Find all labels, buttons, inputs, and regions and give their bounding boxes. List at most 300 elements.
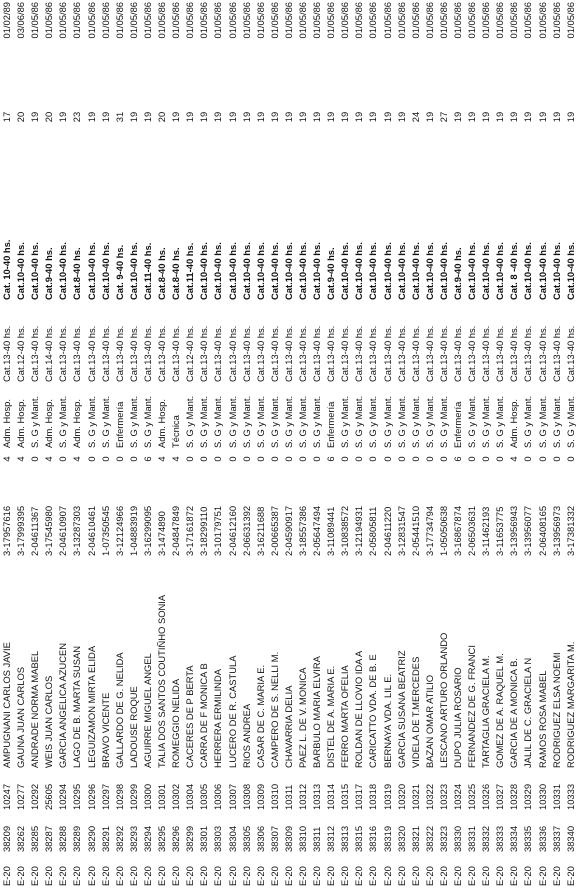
date-cell: 01/05/86	[254, 2, 266, 39]
group-cell: 0	[268, 456, 280, 462]
code-cell: E-20	[564, 866, 576, 886]
category-current-cell: Cat.10-40 hs.	[564, 242, 576, 300]
legajo-cell: 38304	[226, 825, 238, 852]
date-cell: 01/05/86	[353, 2, 365, 39]
service-cell: S. G y Mant.	[395, 395, 407, 448]
document-cell: 3-11089441	[325, 506, 337, 556]
document-cell: 1-05050638	[437, 505, 449, 556]
code-cell: E-20	[395, 866, 407, 886]
code-cell: E-20	[367, 866, 379, 886]
table-row	[395, 2, 409, 886]
level-cell: 19	[381, 111, 393, 123]
date-cell: 01/05/86	[536, 2, 548, 39]
level-cell: 19	[212, 111, 224, 123]
document-cell: 3-1474890	[156, 511, 168, 556]
file-number-cell: 25605	[43, 783, 55, 810]
legajo-cell: 38289	[71, 825, 83, 852]
name-cell: VIDELA DE T.MERCEDES	[409, 656, 421, 768]
legajo-cell: 38287	[43, 825, 55, 852]
date-cell: 01/05/86	[494, 2, 506, 39]
legajo-cell: 38305	[240, 825, 252, 852]
category-current-cell: Cat.10-40 hs.	[85, 242, 97, 300]
file-number-cell: 10317	[353, 783, 365, 810]
table-row	[550, 2, 564, 886]
category-current-cell: Cat.8-40 hs.	[156, 247, 168, 300]
service-cell: Adm. Hosp.	[156, 399, 168, 448]
name-cell: GARCIA ANGELICA AZUCEN	[57, 642, 69, 768]
table-row	[409, 2, 423, 886]
category-previous-cell: Cat.13-40 hs.	[466, 325, 478, 382]
level-cell: 31	[113, 111, 125, 123]
service-cell: S. G y Mant.	[480, 395, 492, 448]
name-cell: GOMEZ DE A. RAQUEL M.	[494, 653, 506, 768]
code-cell: E-20	[127, 866, 139, 886]
category-previous-cell: Cat.13-40 hs.	[508, 325, 520, 382]
table-row	[381, 2, 395, 886]
level-cell: 19	[99, 111, 111, 123]
category-current-cell: Cat.10-40 hs.	[99, 242, 111, 300]
document-cell: 2-04610461	[85, 505, 97, 556]
category-previous-cell: Cat.13-40 hs.	[226, 325, 238, 382]
date-cell: 01/05/86	[184, 2, 196, 39]
file-number-cell: 10299	[127, 783, 139, 810]
code-cell: E-20	[113, 866, 125, 886]
group-cell: 0	[494, 456, 506, 462]
date-cell: 01/05/86	[452, 2, 463, 39]
table-row	[268, 2, 282, 886]
date-cell: 01/05/86	[522, 2, 534, 39]
group-cell: 0	[367, 456, 379, 462]
group-cell: 0	[240, 456, 252, 462]
table-row	[536, 2, 550, 886]
code-cell: E-20	[15, 866, 27, 886]
date-cell: 01/05/86	[367, 2, 379, 39]
category-previous-cell: Cat.12-40 hs.	[15, 325, 27, 382]
level-cell: 19	[452, 111, 463, 123]
level-cell: 19	[226, 111, 238, 123]
service-cell: S. G y Mant.	[226, 395, 238, 448]
date-cell: 01/05/86	[381, 2, 393, 39]
code-cell: E-20	[226, 866, 238, 886]
file-number-cell: 10300	[141, 783, 153, 810]
document-cell: 3-12194931	[353, 505, 365, 556]
code-cell: E-20	[494, 866, 506, 886]
name-cell: GALLARDO DE G. NELIDA	[113, 652, 125, 768]
group-cell: 4	[43, 456, 55, 462]
service-cell: S. G y Mant.	[254, 395, 266, 448]
date-cell: 01/05/86	[480, 2, 492, 39]
name-cell: CAMPERO DE S. NELLI M.	[268, 651, 280, 768]
legajo-cell: 38293	[127, 825, 139, 852]
document-cell: 1-04883919	[127, 505, 139, 556]
date-cell: 01/05/86	[170, 2, 182, 39]
table-row	[479, 2, 493, 886]
document-cell: 3-13956943	[508, 505, 520, 556]
date-cell: 01/05/86	[508, 2, 520, 39]
code-cell: E-20	[141, 866, 153, 886]
level-cell: 19	[254, 111, 266, 123]
name-cell: JALIL DE C. GRACIELA N	[522, 657, 534, 768]
category-previous-cell: Cat.13-40 hs.	[522, 325, 534, 382]
group-cell: 0	[437, 456, 449, 462]
legajo-cell: 38307	[268, 825, 280, 852]
name-cell: TARTAGLIA GRACIELA M.	[480, 655, 492, 768]
file-number-cell: 10302	[170, 783, 182, 810]
legajo-cell: 38340	[564, 825, 576, 852]
table-row	[14, 2, 28, 886]
file-number-cell: 10319	[381, 783, 393, 810]
document-cell: 3-13956973	[550, 505, 562, 556]
category-previous-cell: Cat.13-40 hs.	[452, 325, 463, 382]
category-previous-cell: Cat.13-40 hs.	[85, 325, 97, 382]
legajo-cell: 38262	[15, 825, 27, 852]
table-row	[366, 2, 380, 886]
category-previous-cell: Cat.13-40 hs.	[480, 325, 492, 382]
service-cell: Adm. Hosp.	[15, 399, 27, 448]
table-row	[113, 2, 127, 886]
service-cell: S. G y Mant.	[127, 395, 139, 448]
level-cell: 19	[282, 111, 294, 123]
code-cell: E-20	[184, 866, 196, 886]
category-previous-cell: Cat.13-40 hs.	[240, 325, 252, 382]
file-number-cell: 10307	[226, 783, 238, 810]
legajo-cell: 38299	[184, 825, 196, 852]
code-cell: E-20	[466, 866, 478, 886]
date-cell: 01/05/86	[339, 2, 351, 39]
table-row	[42, 2, 56, 886]
service-cell: Enfermería	[452, 401, 463, 448]
group-cell: 0	[409, 456, 421, 462]
file-number-cell: 10301	[156, 783, 168, 810]
file-number-cell: 10306	[212, 783, 224, 810]
category-previous-cell: Cat.13-40 hs.	[409, 325, 421, 382]
code-cell: E-20	[212, 866, 224, 886]
legajo-cell: 38301	[198, 825, 210, 852]
document-cell: 3-17734794	[423, 505, 435, 556]
category-current-cell: Cat.11-40 hs.	[184, 242, 196, 300]
file-number-cell: 10330	[536, 783, 548, 810]
date-cell: 01/05/86	[240, 2, 252, 39]
category-current-cell: Cat.9-40 hs.	[452, 247, 463, 300]
category-current-cell: Cat.8-40 hs.	[170, 247, 182, 300]
name-cell: HERRERA ERMILINDA	[212, 669, 224, 768]
code-cell: E-20	[508, 866, 520, 886]
level-cell: 27	[437, 111, 449, 123]
document-cell: 3-10179751	[212, 505, 224, 556]
category-previous-cell: Cat.13-40 hs.	[395, 325, 407, 382]
name-cell: LEGUIZAMON MIRTA ELIDA	[85, 645, 97, 768]
document-cell: 1-07350545	[99, 505, 111, 556]
service-cell: S. G y Mant.	[311, 395, 323, 448]
table-row	[423, 2, 437, 886]
service-cell: S. G y Mant.	[564, 395, 576, 448]
code-cell: E-20	[437, 866, 449, 886]
group-cell: 0	[184, 456, 196, 462]
category-previous-cell: Cat.13-40 hs.	[113, 325, 125, 382]
file-number-cell: 10323	[437, 783, 449, 810]
group-cell: 0	[381, 456, 393, 462]
code-cell: E-20	[85, 866, 97, 886]
legajo-cell: 38288	[57, 825, 69, 852]
category-previous-cell: Cat.13-40 hs.	[367, 325, 379, 382]
code-cell: E-20	[550, 866, 562, 886]
service-cell: S. G y Mant.	[339, 395, 351, 448]
date-cell: 01/05/86	[99, 2, 111, 39]
file-number-cell: 10327	[494, 783, 506, 810]
level-cell: 19	[296, 111, 308, 123]
group-cell: 4	[156, 456, 168, 462]
legajo-cell: 38313	[339, 825, 351, 852]
legajo-cell: 38296	[170, 825, 182, 852]
file-number-cell: 10312	[296, 783, 308, 810]
date-cell: 01/05/86	[268, 2, 280, 39]
category-current-cell: Cat.10-40 hs.	[198, 242, 210, 300]
document-cell: 2-04590917	[282, 505, 294, 556]
date-cell: 01/05/86	[43, 2, 55, 39]
level-cell: 19	[240, 111, 252, 123]
level-cell: 19	[564, 111, 576, 123]
name-cell: CARICATTO VDA. DE B. E	[367, 654, 379, 768]
category-current-cell: Cat.9-40 hs.	[43, 247, 55, 300]
date-cell: 01/05/86	[85, 2, 97, 39]
category-current-cell: Cat.10-40 hs.	[550, 242, 562, 300]
table-row	[437, 2, 451, 886]
date-cell: 01/05/86	[325, 2, 337, 39]
group-cell: 0	[127, 456, 139, 462]
category-previous-cell: Cat.13-40 hs.	[254, 325, 266, 382]
level-cell: 19	[494, 111, 506, 123]
category-current-cell: Cat.10-40 hs.	[212, 242, 224, 300]
document-cell: 3-11653775	[494, 506, 506, 556]
table-body	[0, 2, 578, 886]
category-current-cell: Cat.10-40 hs.	[296, 242, 308, 300]
category-current-cell: Cat.10-40 hs.	[536, 242, 548, 300]
category-current-cell: Cat.10-40 hs.	[339, 242, 351, 300]
table-row	[226, 2, 240, 886]
category-previous-cell: Cat.13-40 hs.	[550, 325, 562, 382]
category-current-cell: Cat. 9-40 hs.	[113, 244, 125, 300]
document-cell: 2-04610907	[57, 505, 69, 556]
group-cell: 0	[85, 456, 97, 462]
service-cell: S. G y Mant.	[522, 395, 534, 448]
service-cell: S. G y Mant.	[550, 395, 562, 448]
category-current-cell: Cat.10-40 hs.	[480, 242, 492, 300]
table-row	[507, 2, 521, 886]
document-cell: 3-17545980	[43, 505, 55, 556]
group-cell: 6	[452, 456, 463, 462]
file-number-cell: 10309	[254, 783, 266, 810]
code-cell: E-20	[353, 866, 365, 886]
service-cell: S. G y Mant.	[141, 395, 153, 448]
date-cell: 01/02/89	[1, 2, 12, 39]
name-cell: ANDRADE NORMA MABEL	[29, 650, 41, 768]
service-cell: S. G y Mant.	[296, 395, 308, 448]
file-number-cell: 10310	[268, 783, 280, 810]
code-cell: E-20	[99, 866, 111, 886]
level-cell: 19	[423, 111, 435, 123]
date-cell: 01/05/86	[71, 2, 83, 39]
table-row	[56, 2, 70, 886]
table-row	[521, 2, 535, 886]
table-row	[169, 2, 183, 886]
service-cell: S. G y Mant.	[536, 395, 548, 448]
date-cell: 01/05/86	[296, 2, 308, 39]
date-cell: 01/05/86	[437, 2, 449, 39]
category-current-cell: Cat.10-40 hs.	[240, 242, 252, 300]
code-cell: E-20	[296, 866, 308, 886]
legajo-cell: 38285	[29, 825, 41, 852]
name-cell: GARCIA DE A MONICA B.	[508, 658, 520, 768]
document-cell: 3-13956077	[522, 505, 534, 556]
group-cell: 0	[395, 456, 407, 462]
legajo-cell: 38315	[353, 825, 365, 852]
category-current-cell: Cat.10-40 hs.	[466, 242, 478, 300]
group-cell: 6	[325, 456, 337, 462]
category-current-cell: Cat.10-40 hs.	[226, 242, 238, 300]
code-cell: E-20	[325, 866, 337, 886]
group-cell: 0	[254, 456, 266, 462]
code-cell: E-20	[311, 866, 323, 886]
service-cell: Adm. Hosp.	[508, 399, 520, 448]
category-previous-cell: Cat.13-40 hs.	[1, 325, 12, 382]
document-cell: 3-18557386	[296, 505, 308, 556]
code-cell: E-20	[536, 866, 548, 886]
level-cell: 19	[198, 111, 210, 123]
document-cell: 3-12124966	[113, 505, 125, 556]
service-cell: S. G y Mant.	[240, 395, 252, 448]
file-number-cell: 10329	[522, 783, 534, 810]
group-cell: 0	[296, 456, 308, 462]
legajo-cell: 38310	[296, 825, 308, 852]
legajo-cell: 38316	[367, 825, 379, 852]
category-previous-cell: Cat.13-40 hs.	[296, 325, 308, 382]
category-previous-cell: Cat.13-40 hs.	[156, 325, 168, 382]
service-cell: S. G y Mant.	[423, 395, 435, 448]
table-row	[85, 2, 99, 886]
table-row	[451, 2, 465, 886]
group-cell: 0	[423, 456, 435, 462]
category-previous-cell: Cat.13-40 hs.	[282, 325, 294, 382]
table-row	[70, 2, 84, 886]
service-cell: S. G y Mant.	[353, 395, 365, 448]
category-current-cell: Cat. 10-40 hs.	[1, 239, 12, 300]
category-current-cell: Cat.10-40 hs.	[29, 242, 41, 300]
document-cell: 3-11462193	[480, 506, 492, 556]
category-previous-cell: Cat.13-40 hs.	[536, 325, 548, 382]
level-cell: 19	[339, 111, 351, 123]
table-row	[282, 2, 296, 886]
file-number-cell: 10294	[57, 783, 69, 810]
table-row	[127, 2, 141, 886]
name-cell: CACERES DE P BERTA	[184, 665, 196, 768]
file-number-cell: 10320	[395, 783, 407, 810]
level-cell: 19	[522, 111, 534, 123]
category-current-cell: Cat.10-40 hs.	[57, 242, 69, 300]
document-cell: 3-18299110	[198, 506, 210, 556]
name-cell: CASAR DE C. MARIA E.	[254, 664, 266, 768]
service-cell: S. G y Mant.	[268, 395, 280, 448]
legajo-cell: 38323	[437, 825, 449, 852]
name-cell: FERRO MARTA OFELIA	[339, 665, 351, 768]
group-cell: 0	[198, 456, 210, 462]
table-row	[183, 2, 197, 886]
level-cell: 20	[43, 111, 55, 123]
legajo-cell: 38321	[409, 825, 421, 852]
service-cell: S. G y Mant.	[184, 395, 196, 448]
date-cell: 01/05/86	[156, 2, 168, 39]
name-cell: AMPUGNANI CARLOS JAVIE	[1, 642, 12, 768]
code-cell: E-20	[452, 866, 463, 886]
table-row	[352, 2, 366, 886]
date-cell: 03/06/86	[15, 2, 27, 39]
category-previous-cell: Cat.13-40 hs.	[127, 325, 139, 382]
date-cell: 01/05/86	[127, 2, 139, 39]
level-cell: 19	[268, 111, 280, 123]
service-cell: S. G y Mant.	[85, 395, 97, 448]
table-row	[0, 2, 14, 886]
code-cell: E-20	[43, 866, 55, 886]
document-cell: 3-17161872	[184, 505, 196, 556]
group-cell: 0	[57, 456, 69, 462]
service-cell: S. G y Mant.	[212, 395, 224, 448]
category-previous-cell: Cat.13-40 hs.	[99, 325, 111, 382]
code-cell: E-20	[156, 866, 168, 886]
file-number-cell: 10277	[15, 783, 27, 810]
service-cell: S. G y Mant.	[494, 395, 506, 448]
group-cell: 0	[311, 456, 323, 462]
code-cell: E-20	[170, 866, 182, 886]
category-current-cell: Cat.8-40 hs.	[71, 247, 83, 300]
level-cell: 19	[170, 111, 182, 123]
legajo-cell: 38209	[1, 825, 12, 852]
date-cell: 01/05/86	[282, 2, 294, 39]
legajo-cell: 38335	[522, 825, 534, 852]
group-cell: 0	[536, 456, 548, 462]
date-cell: 01/05/86	[57, 2, 69, 39]
legajo-cell: 38330	[452, 825, 463, 852]
document-cell: 2-05647494	[311, 505, 323, 556]
name-cell: LUCERO DE R. CASTULA	[226, 655, 238, 768]
date-cell: 01/05/86	[409, 2, 421, 39]
name-cell: RIOS ANDREA	[240, 703, 252, 768]
file-number-cell: 10322	[423, 783, 435, 810]
category-previous-cell: Cat.13-40 hs.	[353, 325, 365, 382]
category-previous-cell: Cat.12-40 hs.	[184, 325, 196, 382]
name-cell: LAGO DE B. MARTA SUSAN	[71, 645, 83, 768]
code-cell: E-20	[240, 866, 252, 886]
category-current-cell: Cat.10-40 hs.	[494, 242, 506, 300]
service-cell: S. G y Mant.	[466, 395, 478, 448]
file-number-cell: 10308	[240, 783, 252, 810]
category-previous-cell: Cat.13-40 hs.	[564, 325, 576, 382]
category-previous-cell: Cat.13-40 hs.	[141, 325, 153, 382]
file-number-cell: 10326	[480, 783, 492, 810]
document-cell: 3-17999395	[15, 505, 27, 556]
legajo-cell: 38333	[494, 825, 506, 852]
document-cell: 2-06631392	[240, 505, 252, 556]
category-previous-cell: Cat.13-40 hs.	[494, 325, 506, 382]
file-number-cell: 10325	[466, 783, 478, 810]
category-previous-cell: Cat.13-40 hs.	[437, 325, 449, 382]
level-cell: 19	[85, 111, 97, 123]
legajo-cell: 38294	[141, 825, 153, 852]
category-previous-cell: Cat.13-40 hs.	[29, 325, 41, 382]
category-current-cell: Cat.10-40 hs.	[423, 242, 435, 300]
code-cell: E-20	[1, 866, 12, 886]
table-row	[141, 2, 155, 886]
document-cell: 2-05441510	[409, 505, 421, 556]
service-cell: S. G y Mant.	[282, 395, 294, 448]
